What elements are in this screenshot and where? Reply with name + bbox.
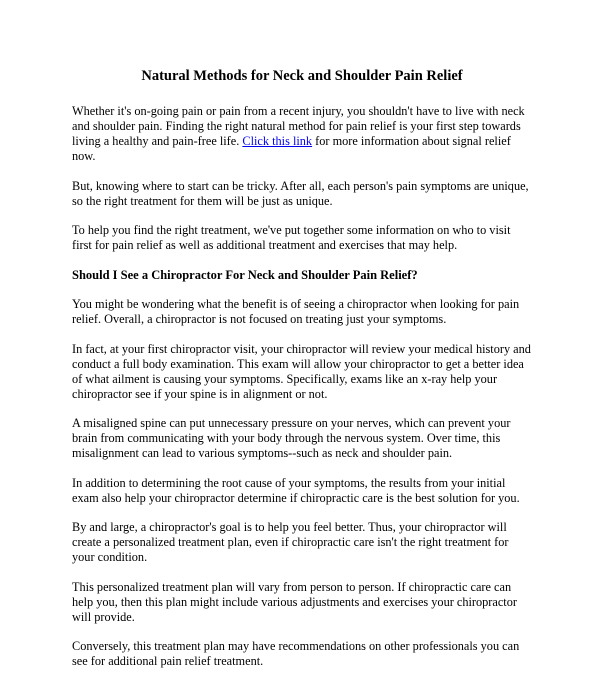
paragraph-misaligned-spine: A misaligned spine can put unnecessary pressure on your nerves, which can prevent your brain from communicating with your body through the nervous system. Over time, this misalignment can lead to various symptoms--such as neck and shoulder pain. bbox=[72, 416, 511, 460]
intro-text-before-link: Whether it's on-going pain or pain from a recent injury, you shouldn't have to live with neck and shoulder pain. Finding the right natural method for pain relief is your first step towards living a healthy and pain-free life. bbox=[72, 104, 525, 148]
paragraph-chiropractor-goal: By and large, a chiropractor's goal is to help you feel better. Thus, your chiropractor will create a personalized treatment plan, even if chiropractic care isn't the right treatment for your condition. bbox=[72, 520, 509, 564]
paragraph-help-find-treatment: To help you find the right treatment, we've put together some information on who to visit first for pain relief as well as additional treatment and exercises that may help. bbox=[72, 223, 511, 252]
paragraph-root-cause: In addition to determining the root cause of your symptoms, the results from your initial exam also help your chiropractor determine if chiropractic care is the best solution for you. bbox=[72, 475, 520, 505]
section-heading-chiropractor: Should I See a Chiropractor For Neck and Shoulder Pain Relief? bbox=[72, 267, 418, 282]
paragraph-benefit-of-chiropractor: You might be wondering what the benefit is of seeing a chiropractor when looking for pain relief. Overall, a chiropractor is not focused on treating just your symptoms. bbox=[72, 297, 520, 326]
document-title: Natural Methods for Neck and Shoulder Pain Relief bbox=[141, 68, 463, 84]
intro-paragraph bbox=[72, 104, 532, 164]
paragraph-first-visit: In fact, at your first chiropractor visit, your chiropractor will review your medical history and conduct a full body examination. This exam will allow your chiropractor to get a better idea of what ailment is causing your symptoms. Specifically, exams like an x-ray help your chiropractor see if your spine is in alignment or not. bbox=[72, 341, 531, 401]
paragraph-knowing-where-to-start: But, knowing where to start can be tricky. After all, each person's pain symptoms are unique, so the right treatment for them will be just as unique. bbox=[72, 178, 529, 208]
paragraph-personalized-plan: This personalized treatment plan will vary from person to person. If chiropractic care can help you, then this plan might include various adjustments and exercises your chiropractor will provide. bbox=[72, 579, 517, 624]
document-page bbox=[72, 68, 532, 684]
intro-text-after-link: for more information about signal relief now. bbox=[72, 134, 511, 163]
paragraph-other-professionals: Conversely, this treatment plan may have recommendations on other professionals you can see for additional pain relief treatment. bbox=[72, 639, 520, 668]
signal-relief-link[interactable]: Click this link bbox=[242, 134, 313, 148]
